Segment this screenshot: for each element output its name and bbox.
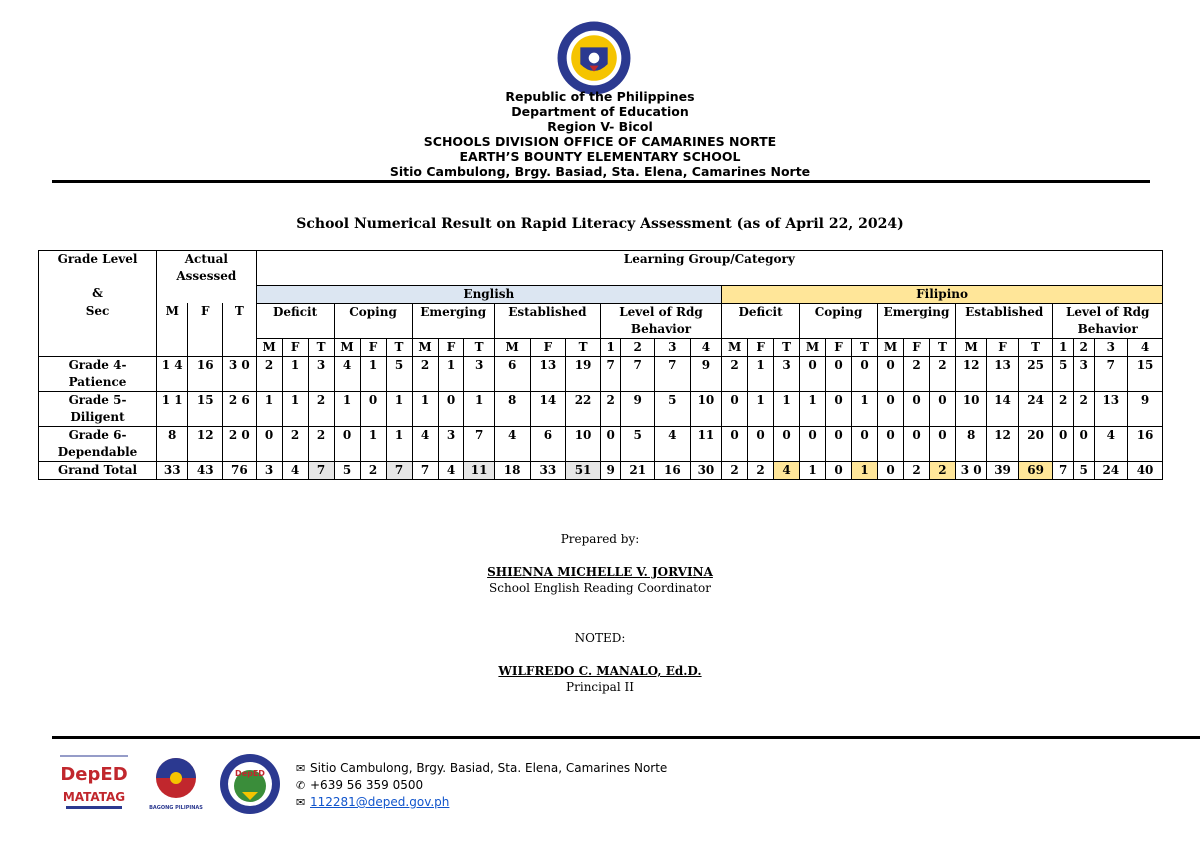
english-subheader-cell: T	[566, 338, 601, 356]
filipino-cell: 0	[878, 391, 904, 426]
english-subheader-cell: F	[438, 338, 464, 356]
filipino-cell: 24	[1018, 391, 1053, 426]
row-label-line: Diligent	[70, 409, 125, 424]
filipino-cell: 3	[774, 356, 800, 391]
filipino-subheader-cell: T	[852, 338, 878, 356]
filipino-deficit-header: Deficit	[722, 303, 800, 338]
footer-divider	[52, 736, 1200, 739]
english-cell: 7	[621, 356, 655, 391]
filipino-subheader-cell: F	[987, 338, 1018, 356]
english-cell: 4	[655, 426, 691, 461]
english-cell: 1	[438, 356, 464, 391]
english-subheader-cell: T	[308, 338, 334, 356]
english-subheader-cell: T	[386, 338, 412, 356]
envelope-icon: ✉	[296, 762, 306, 775]
english-subheader-cell: M	[494, 338, 530, 356]
header-line: SCHOOLS DIVISION OFFICE OF CAMARINES NORTE	[423, 134, 777, 149]
english-cell: 22	[566, 391, 601, 426]
table-row	[39, 391, 1163, 426]
filipino-cell: 2	[722, 356, 748, 391]
english-cell: 0	[600, 426, 621, 461]
filipino-cell: 0	[826, 391, 852, 426]
filipino-level-rdg-header: Level of Rdg Behavior	[1053, 303, 1163, 338]
filipino-cell: 7	[1094, 356, 1128, 391]
filipino-emerging-header: Emerging	[878, 303, 956, 338]
english-cell: 2	[600, 391, 621, 426]
row-label-line: Grade 4-	[68, 357, 127, 372]
english-cell: 9	[600, 461, 621, 479]
english-cell: 5	[386, 356, 412, 391]
header-line: Republic of the Philippines	[505, 89, 695, 104]
filipino-cell: 2	[748, 461, 774, 479]
bagong-pilipinas-text: BAGONG PILIPINAS	[149, 805, 203, 811]
header-divider	[52, 180, 1150, 183]
filipino-cell: 16	[1128, 426, 1163, 461]
assessed-t: T	[223, 303, 257, 338]
filipino-cell: 0	[800, 356, 826, 391]
row-label-line: Grade 5-	[68, 392, 127, 407]
deped-matatag-logo	[58, 754, 130, 814]
english-cell: 6	[530, 426, 566, 461]
english-cell: 7	[600, 356, 621, 391]
prepared-by-label: Prepared by:	[560, 532, 640, 546]
assessed-cell: 16	[188, 356, 223, 391]
document-title: School Numerical Result on Rapid Literacy Assessment (as of April 22, 2024)	[296, 216, 904, 232]
header-line: EARTH’S BOUNTY ELEMENTARY SCHOOL	[459, 149, 741, 164]
footer-email-line	[296, 794, 667, 811]
english-level-rdg-header: Level of Rdg Behavior	[600, 303, 721, 338]
english-cell: 0	[360, 391, 386, 426]
english-cell: 8	[494, 391, 530, 426]
english-level-subheader-cell: 4	[690, 338, 721, 356]
noted-label: NOTED:	[574, 631, 626, 645]
english-cell: 2	[412, 356, 438, 391]
english-emerging-header: Emerging	[412, 303, 494, 338]
english-cell: 21	[621, 461, 655, 479]
filipino-subheader-cell: F	[748, 338, 774, 356]
school-seal-logo	[218, 752, 282, 816]
row-label-line: Grand Total	[57, 462, 138, 477]
english-level-subheader-cell: 1	[600, 338, 621, 356]
filipino-cell: 1	[800, 391, 826, 426]
filipino-cell: 1	[852, 391, 878, 426]
filipino-subheader-cell: M	[955, 338, 986, 356]
row-label	[39, 426, 157, 461]
assessed-cell: 8	[157, 426, 188, 461]
filipino-cell: 69	[1018, 461, 1053, 479]
english-level-subheader-cell: 3	[655, 338, 691, 356]
phone-icon: ✆	[296, 779, 306, 792]
english-cell: 11	[464, 461, 494, 479]
english-cell: 5	[334, 461, 360, 479]
table-row	[39, 356, 1163, 391]
english-cell: 51	[566, 461, 601, 479]
assessed-cell: 2 0	[223, 426, 257, 461]
filipino-cell: 40	[1128, 461, 1163, 479]
filipino-cell: 0	[904, 426, 930, 461]
footer-contact	[296, 760, 667, 811]
header-line: Sitio Cambulong, Brgy. Basiad, Sta. Elena, Camarines Norte	[389, 164, 811, 179]
filipino-subheader-cell: F	[904, 338, 930, 356]
filipino-level-subheader-cell: 3	[1094, 338, 1128, 356]
filipino-header: Filipino	[722, 285, 1163, 303]
assessed-cell: 1 4	[157, 356, 188, 391]
filipino-cell: 0	[878, 426, 904, 461]
grand-total-row	[39, 461, 1163, 479]
row-label-line: Grade 6-	[68, 427, 127, 442]
english-cell: 1	[334, 391, 360, 426]
english-cell: 5	[655, 391, 691, 426]
assessed-m: M	[157, 303, 188, 338]
english-cell: 7	[386, 461, 412, 479]
english-subheader-cell: M	[334, 338, 360, 356]
prepared-by-name: SHIENNA MICHELLE V. JORVINA	[487, 565, 713, 579]
row-label	[39, 391, 157, 426]
grade-level-header-sec: Sec	[39, 303, 157, 338]
filipino-cell: 0	[929, 391, 955, 426]
grade-level-header-amp: &	[39, 285, 157, 303]
filipino-cell: 2	[929, 356, 955, 391]
assessed-cell: 15	[188, 391, 223, 426]
english-cell: 3	[256, 461, 282, 479]
footer-phone: +639 56 359 0500	[310, 778, 424, 792]
english-cell: 0	[438, 391, 464, 426]
english-cell: 2	[360, 461, 386, 479]
filipino-subheader-cell: T	[929, 338, 955, 356]
rla-results-table	[38, 250, 1163, 480]
footer-phone-line	[296, 777, 667, 794]
filipino-cell: 0	[878, 356, 904, 391]
filipino-cell: 1	[800, 461, 826, 479]
filipino-cell: 24	[1094, 461, 1128, 479]
english-cell: 1	[256, 391, 282, 426]
english-coping-header: Coping	[334, 303, 412, 338]
filipino-cell: 39	[987, 461, 1018, 479]
english-cell: 7	[412, 461, 438, 479]
actual-assessed-header: Actual Assessed	[157, 251, 257, 286]
english-cell: 1	[360, 356, 386, 391]
filipino-cell: 2	[904, 356, 930, 391]
filipino-cell: 13	[987, 356, 1018, 391]
english-cell: 1	[282, 356, 308, 391]
english-cell: 9	[690, 356, 721, 391]
row-label	[39, 356, 157, 391]
assessed-cell: 2 6	[223, 391, 257, 426]
filipino-cell: 3	[1073, 356, 1094, 391]
filipino-cell: 0	[722, 426, 748, 461]
english-cell: 19	[566, 356, 601, 391]
assessed-cell: 43	[188, 461, 223, 479]
english-cell: 1	[360, 426, 386, 461]
footer-address: Sitio Cambulong, Brgy. Basiad, Sta. Elena, Camarines Norte	[310, 761, 668, 775]
filipino-coping-header: Coping	[800, 303, 878, 338]
deped-logo-text: DepED	[60, 764, 128, 785]
english-cell: 4	[438, 461, 464, 479]
filipino-cell: 7	[1053, 461, 1074, 479]
english-cell: 1	[282, 391, 308, 426]
english-cell: 1	[412, 391, 438, 426]
filipino-cell: 25	[1018, 356, 1053, 391]
assessed-cell: 1 1	[157, 391, 188, 426]
filipino-cell: 0	[1073, 426, 1094, 461]
english-cell: 3	[464, 356, 494, 391]
english-cell: 10	[566, 426, 601, 461]
grade-level-header: Grade Level	[39, 251, 157, 286]
school-seal-text: DepED	[235, 769, 265, 778]
english-cell: 4	[494, 426, 530, 461]
english-cell: 2	[282, 426, 308, 461]
matatag-logo-text: MATATAG	[62, 790, 126, 804]
filipino-cell: 0	[852, 356, 878, 391]
filipino-subheader-cell: F	[826, 338, 852, 356]
filipino-cell: 2	[1073, 391, 1094, 426]
filipino-established-header: Established	[955, 303, 1052, 338]
filipino-cell: 0	[929, 426, 955, 461]
english-cell: 4	[412, 426, 438, 461]
table-row	[39, 426, 1163, 461]
english-cell: 3	[438, 426, 464, 461]
filipino-cell: 12	[987, 426, 1018, 461]
english-cell: 0	[334, 426, 360, 461]
letterhead	[300, 89, 900, 179]
filipino-cell: 0	[774, 426, 800, 461]
english-subheader-cell: F	[282, 338, 308, 356]
filipino-cell: 0	[852, 426, 878, 461]
filipino-level-subheader-cell: 1	[1053, 338, 1074, 356]
filipino-subheader-cell: M	[800, 338, 826, 356]
english-cell: 4	[334, 356, 360, 391]
header-line: Department of Education	[511, 104, 689, 119]
filipino-cell: 4	[1094, 426, 1128, 461]
filipino-cell: 2	[722, 461, 748, 479]
filipino-cell: 15	[1128, 356, 1163, 391]
filipino-cell: 0	[722, 391, 748, 426]
english-subheader-cell: T	[464, 338, 494, 356]
english-cell: 1	[386, 391, 412, 426]
filipino-cell: 9	[1128, 391, 1163, 426]
english-established-header: Established	[494, 303, 600, 338]
english-header: English	[256, 285, 722, 303]
assessed-cell: 3 0	[223, 356, 257, 391]
english-subheader-cell: F	[530, 338, 566, 356]
filipino-subheader-cell: M	[722, 338, 748, 356]
filipino-cell: 0	[826, 426, 852, 461]
noted-name: WILFREDO C. MANALO, Ed.D.	[498, 664, 702, 678]
bagong-pilipinas-logo	[144, 754, 208, 814]
assessed-cell: 76	[223, 461, 257, 479]
english-cell: 7	[308, 461, 334, 479]
filipino-cell: 14	[987, 391, 1018, 426]
header-line: Region V- Bicol	[547, 119, 653, 134]
footer-email-link[interactable]: 112281@deped.gov.ph	[310, 795, 450, 809]
filipino-cell: 12	[955, 356, 986, 391]
english-level-subheader-cell: 2	[621, 338, 655, 356]
filipino-cell: 1	[774, 391, 800, 426]
filipino-subheader-cell: M	[878, 338, 904, 356]
english-cell: 18	[494, 461, 530, 479]
assessed-cell: 12	[188, 426, 223, 461]
filipino-cell: 8	[955, 426, 986, 461]
filipino-cell: 0	[1053, 426, 1074, 461]
filipino-cell: 2	[929, 461, 955, 479]
filipino-subheader-cell: T	[1018, 338, 1053, 356]
row-label-line: Patience	[68, 374, 127, 389]
english-cell: 30	[690, 461, 721, 479]
english-cell: 16	[655, 461, 691, 479]
filipino-cell: 3 0	[955, 461, 986, 479]
filipino-cell: 1	[852, 461, 878, 479]
filipino-cell: 0	[826, 356, 852, 391]
mail-icon: ✉	[296, 796, 306, 809]
deped-seal-logo	[556, 20, 632, 96]
filipino-cell: 20	[1018, 426, 1053, 461]
filipino-cell: 0	[748, 426, 774, 461]
english-cell: 13	[530, 356, 566, 391]
english-cell: 7	[464, 426, 494, 461]
filipino-cell: 1	[748, 391, 774, 426]
english-cell: 11	[690, 426, 721, 461]
english-subheader-cell: F	[360, 338, 386, 356]
learning-group-header: Learning Group/Category	[256, 251, 1162, 286]
english-cell: 7	[655, 356, 691, 391]
english-cell: 6	[494, 356, 530, 391]
english-cell: 2	[256, 356, 282, 391]
filipino-subheader-cell: T	[774, 338, 800, 356]
filipino-cell: 0	[904, 391, 930, 426]
english-subheader-cell: M	[256, 338, 282, 356]
english-cell: 2	[308, 391, 334, 426]
noted-position: Principal II	[566, 680, 634, 694]
english-cell: 10	[690, 391, 721, 426]
footer-address-line	[296, 760, 667, 777]
english-cell: 1	[386, 426, 412, 461]
prepared-by-position: School English Reading Coordinator	[489, 581, 711, 595]
english-cell: 33	[530, 461, 566, 479]
english-cell: 5	[621, 426, 655, 461]
filipino-level-subheader-cell: 4	[1128, 338, 1163, 356]
english-cell: 4	[282, 461, 308, 479]
assessed-cell: 33	[157, 461, 188, 479]
filipino-cell: 2	[1053, 391, 1074, 426]
filipino-cell: 5	[1073, 461, 1094, 479]
english-cell: 3	[308, 356, 334, 391]
filipino-cell: 0	[826, 461, 852, 479]
filipino-level-subheader-cell: 2	[1073, 338, 1094, 356]
filipino-cell: 13	[1094, 391, 1128, 426]
filipino-cell: 5	[1053, 356, 1074, 391]
filipino-cell: 0	[878, 461, 904, 479]
filipino-cell: 10	[955, 391, 986, 426]
filipino-cell: 1	[748, 356, 774, 391]
row-label-line: Dependable	[57, 444, 138, 459]
english-cell: 1	[464, 391, 494, 426]
filipino-cell: 2	[904, 461, 930, 479]
row-label	[39, 461, 157, 479]
english-deficit-header: Deficit	[256, 303, 334, 338]
english-cell: 9	[621, 391, 655, 426]
english-cell: 2	[308, 426, 334, 461]
filipino-cell: 4	[774, 461, 800, 479]
english-cell: 0	[256, 426, 282, 461]
assessed-f: F	[188, 303, 223, 338]
english-subheader-cell: M	[412, 338, 438, 356]
filipino-cell: 0	[800, 426, 826, 461]
english-cell: 14	[530, 391, 566, 426]
